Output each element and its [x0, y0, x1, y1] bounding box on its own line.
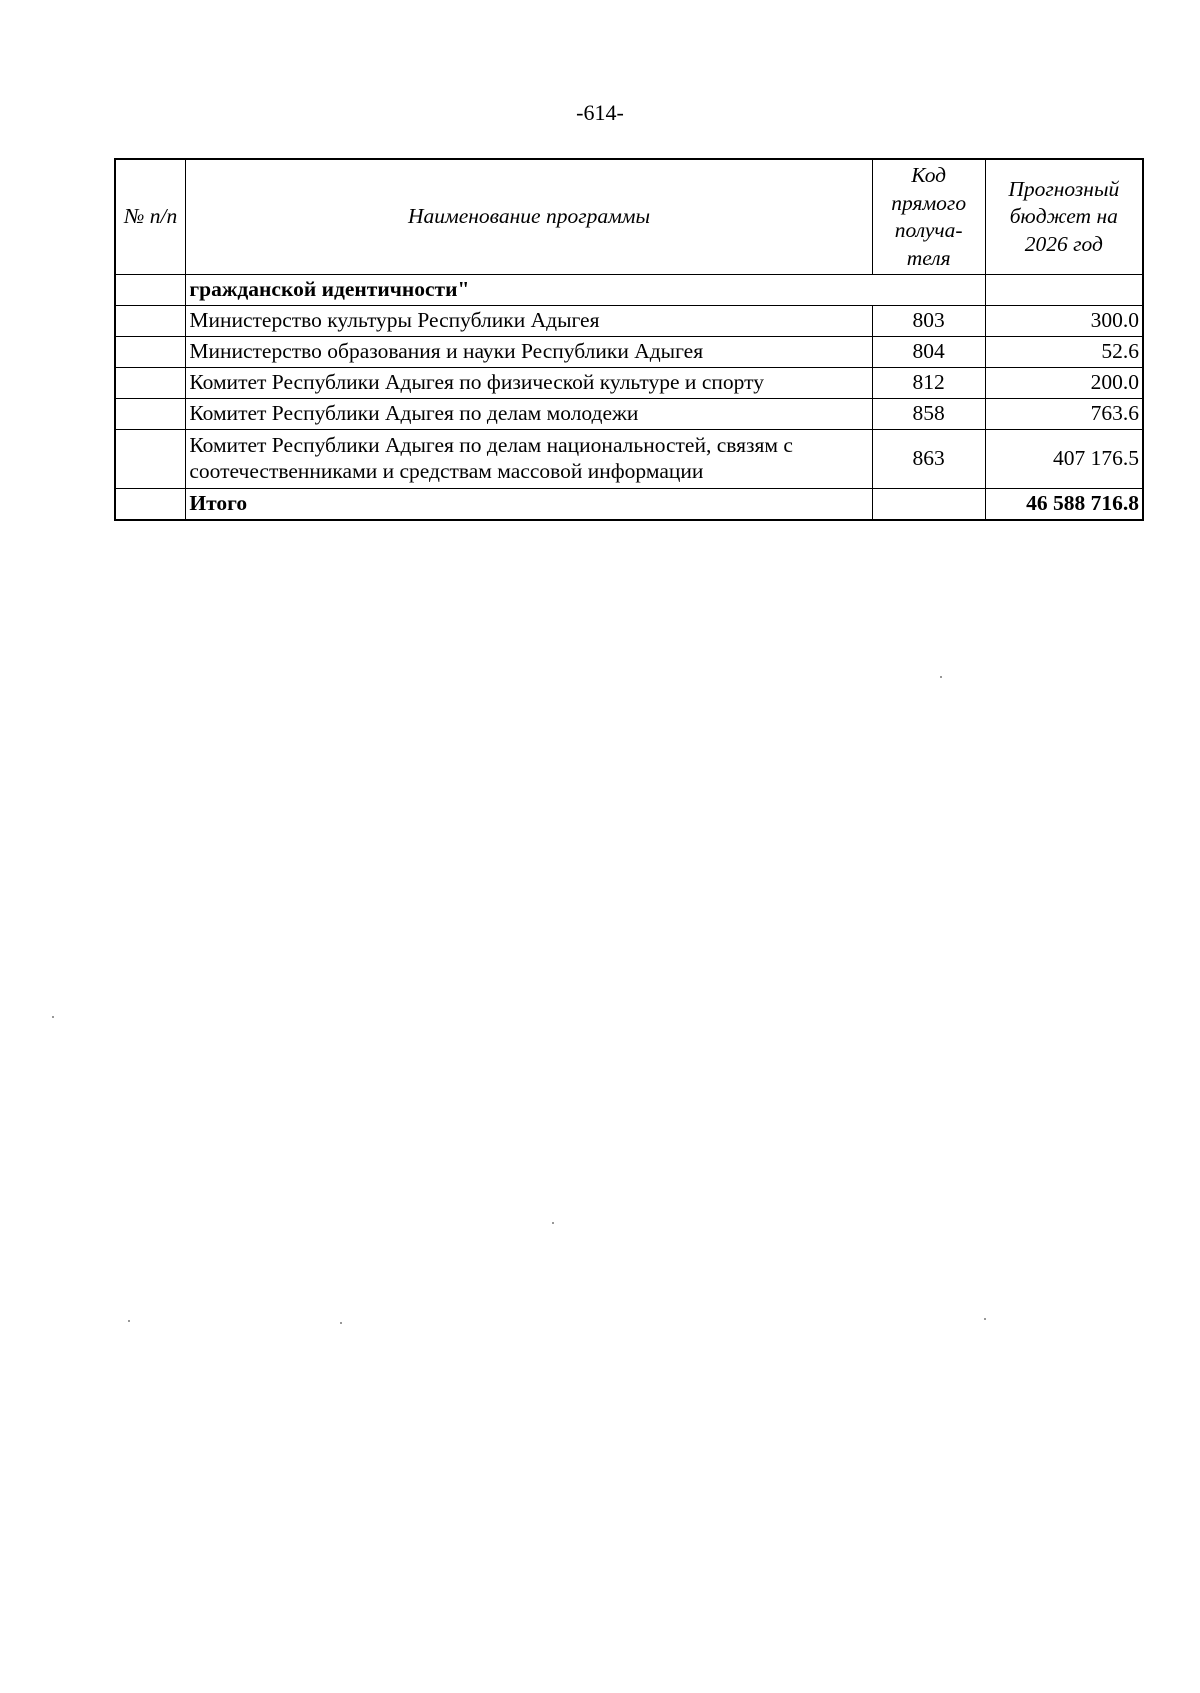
table-cell: [872, 489, 985, 520]
table-cell: [985, 275, 1143, 306]
table-header-row: [115, 159, 1143, 275]
table-row: [115, 306, 1143, 337]
row-amount: 407 176.5: [985, 430, 1143, 489]
header-program-name: Наименование программы: [186, 159, 872, 275]
table-cell: [115, 337, 186, 368]
header-forecast-budget: Прогнозный бюджет на 2026 год: [985, 159, 1143, 275]
scan-speck: [552, 1222, 554, 1224]
table-cell: [115, 430, 186, 489]
table-row: [115, 368, 1143, 399]
header-recipient-code: Код прямого получа-теля: [872, 159, 985, 275]
table-cell: [115, 368, 186, 399]
continuation-row: [115, 275, 1143, 306]
scan-speck: [940, 676, 942, 678]
row-code: 812: [872, 368, 985, 399]
row-amount: 52.6: [985, 337, 1143, 368]
table-cell: [115, 275, 186, 306]
page-number: -614-: [576, 100, 624, 125]
row-code: 863: [872, 430, 985, 489]
table-row: [115, 430, 1143, 489]
row-name: Комитет Республики Адыгея по физической культуре и спорту: [186, 368, 872, 399]
table-cell: [115, 306, 186, 337]
row-code: 804: [872, 337, 985, 368]
row-amount: 300.0: [985, 306, 1143, 337]
scan-speck: [128, 1320, 130, 1322]
total-row: [115, 489, 1143, 520]
table-cell: [115, 399, 186, 430]
continuation-title: гражданской идентичности": [186, 275, 985, 306]
scan-speck: [984, 1318, 986, 1320]
table-row: [115, 399, 1143, 430]
row-name: Комитет Республики Адыгея по делам молодежи: [186, 399, 872, 430]
table-row: [115, 337, 1143, 368]
row-name: Министерство образования и науки Республики Адыгея: [186, 337, 872, 368]
row-code: 858: [872, 399, 985, 430]
table-cell: [115, 489, 186, 520]
budget-table: [114, 158, 1144, 521]
row-amount: 200.0: [985, 368, 1143, 399]
header-number: № п/п: [115, 159, 186, 275]
total-amount: 46 588 716.8: [985, 489, 1143, 520]
row-amount: 763.6: [985, 399, 1143, 430]
scan-speck: [52, 1016, 54, 1018]
row-name: Министерство культуры Республики Адыгея: [186, 306, 872, 337]
row-code: 803: [872, 306, 985, 337]
row-name: Комитет Республики Адыгея по делам национальностей, связям с соотечественниками и средствам массовой информации: [186, 430, 872, 489]
total-label: Итого: [186, 489, 872, 520]
scan-speck: [340, 1322, 342, 1324]
